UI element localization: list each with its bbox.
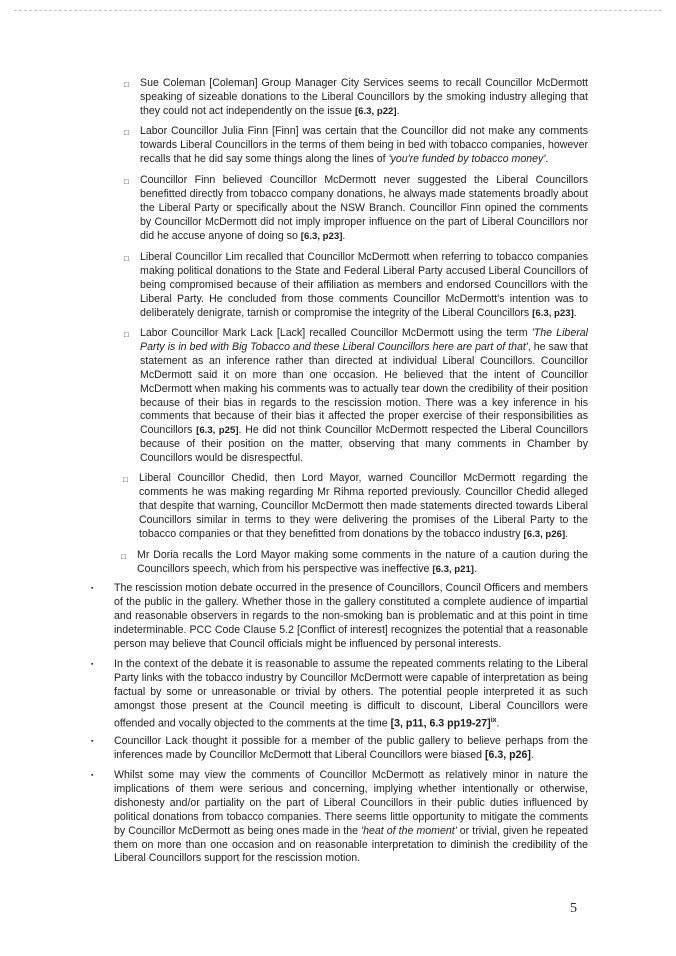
list-item: □ Labor Councillor Mark Lack [Lack] recalled Councillor McDermott using the term 'The Liberal Party is in bed with Big Tobacco and these Liberal Councillors here are part of that', he saw that statement as an inference rather than directed at individual Liberal Councillors. Councillor McDermott said it on more than one occasion. He believed that the intent of Councillor McDermott when making his comments was to actually tear down the credibility of their position because of their bias in regards to the rescission motion. There was a key inference in his comments that because of their bias it affected the proper exercise of their responsibilities as Councillors [6.3, p25]. He did not think Councillor McDermott respected the Liberal Councillors because of their position on the matter, observing that many comments in Chamber by Councillors would be disrespectful. xyxy=(124,327,588,465)
filled-square-bullet-icon: ▪ xyxy=(91,772,94,779)
page-number: 5 xyxy=(570,901,577,916)
hollow-square-bullet-icon: □ xyxy=(124,128,129,137)
hollow-square-bullet-icon: □ xyxy=(124,177,129,186)
hollow-square-bullet-icon: □ xyxy=(124,330,129,339)
hollow-square-bullet-icon: □ xyxy=(124,254,129,263)
list-item: ▪ Whilst some may view the comments of Councillor McDermott as relatively minor in nature the implications of them were serious and concerning, implying whether intentionally or otherwise, dishonesty and/or partiality on the part of Liberal Councillors in their public duties influenced by political donations from tobacco companies. There seems little opportunity to mitigate the comments by Councillor McDermott as being ones made in the 'heat of the moment' or trivial, given he repeated them on more than one occasion and on reasonable interpretation to diminish the credibility of the Liberal Councillors support for the rescission motion. xyxy=(91,769,588,865)
hollow-square-bullet-icon: □ xyxy=(124,80,129,89)
list-item: ▪ Councillor Lack thought it possible for a member of the public gallery to believe perhaps from the inferences made by Councillor McDermott that Liberal Councillors were biased [6.3, p26]. xyxy=(91,735,588,761)
list-item: □ Councillor Finn believed Councillor McDermott never suggested the Liberal Councillors benefitted directly from tobacco company donations, he always made statements broadly about the Liberal Party or specifically about the NSW Branch. Councillor Finn opined the comments by Councillor McDermott did not imply improper influence on the part of Liberal Councillors nor did he accuse anyone of doing so [6.3, p23]. xyxy=(124,174,588,242)
hollow-square-bullet-icon: □ xyxy=(121,552,126,561)
filled-square-bullet-icon: ▪ xyxy=(91,738,94,745)
list-item: □ Liberal Councillor Lim recalled that Councillor McDermott when referring to tobacco companies making political donations to the State and Federal Liberal Party accused Liberal Councillors of being compromised because of their affiliation as members and endorsed Councillors with the Liberal Party. He concluded from those comments Councillor McDermott's intention was to deliberately denigrate, tarnish or compromise the integrity of the Liberal Councillors [6.3, p23]. xyxy=(124,251,588,319)
list-item: □ Labor Councillor Julia Finn [Finn] was certain that the Councillor did not make any comments towards Liberal Councillors in the terms of them being in bed with tobacco companies, however recalls that he did say some things along the lines of 'you're funded by tobacco money'. xyxy=(124,125,588,165)
top-border-line xyxy=(14,10,662,11)
hollow-square-bullet-icon: □ xyxy=(123,475,128,484)
filled-square-bullet-icon: ▪ xyxy=(91,585,94,592)
list-item: ▪ In the context of the debate it is reasonable to assume the repeated comments relating to the Liberal Party links with the tobacco industry by Councillor McDermott were capable of interpretation as being factual by some or unreasonable or trivial by others. The potential people interpreted it as such amongst those present at the Council meeting is difficult to discount, Liberal Councillors were offended and vocally objected to the comments at the time [3, p11, 6.3 pp19-27]$^{ix}$. xyxy=(91,658,588,730)
list-item: □ Mr Doria recalls the Lord Mayor making some comments in the nature of a caution during the Councillors speech, which from his perspective was ineffective [6.3, p21]. xyxy=(121,549,588,575)
list-item: □ Sue Coleman [Coleman] Group Manager City Services seems to recall Councillor McDermott speaking of sizeable donations to the Liberal Councillors by the smoking industry alleging that they could not act independently on the issue [6.3, p22]. xyxy=(124,77,588,117)
list-item: □ Liberal Councillor Chedid, then Lord Mayor, warned Councillor McDermott regarding the comments he was making regarding Mr Rihma reported previously. Councillor Chedid alleged that despite that warning, Councillor McDermott then made statements directed towards Liberal Councillors similar in terms to they were delivering the promises of the Liberal Party to the tobacco companies or that they benefitted from donations by the tobacco industry [6.3, p26]. xyxy=(123,472,588,540)
list-item: ▪ The rescission motion debate occurred in the presence of Councillors, Council Officers and members of the public in the gallery. Whether those in the gallery constituted a complete audience of impartial and reasonable observers in regards to the non-smoking ban is problematic and at this point in time indeterminable. PCC Code Clause 5.2 [Conflict of interest] recognizes the potential that a reasonable person may believe that Council officials might be influenced by personal interests. xyxy=(91,582,588,650)
filled-square-bullet-icon: ▪ xyxy=(91,661,94,668)
